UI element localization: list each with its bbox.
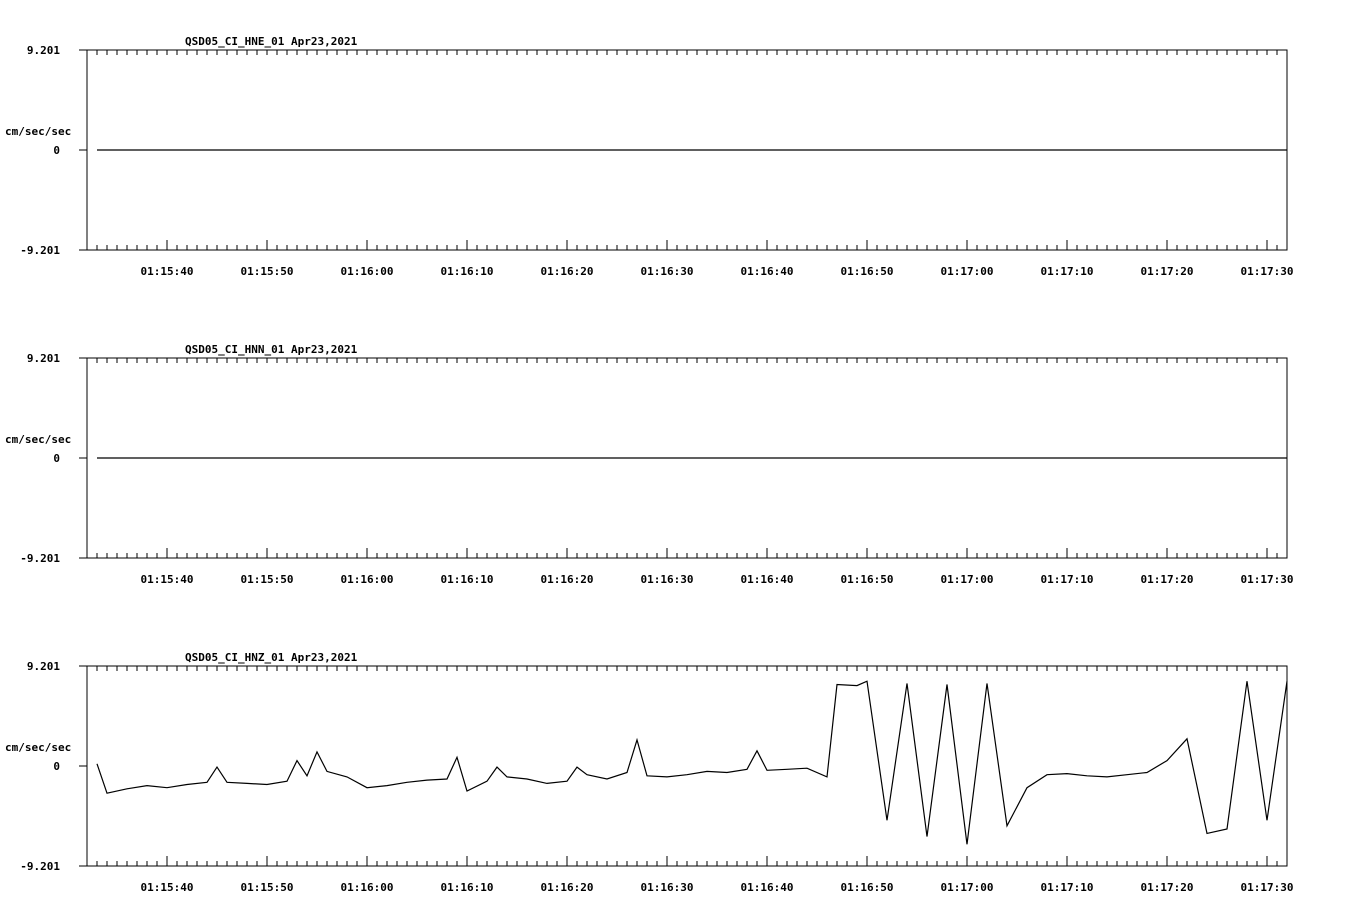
x-tick-label: 01:17:10 xyxy=(1040,573,1094,586)
x-tick-label: 01:16:20 xyxy=(540,573,594,586)
x-tick-label: 01:16:30 xyxy=(640,265,694,278)
x-tick-label: 01:16:10 xyxy=(440,265,494,278)
x-tick-label: 01:16:50 xyxy=(840,881,894,894)
plot-frame xyxy=(87,666,1287,866)
x-tick-label: 01:16:00 xyxy=(340,881,394,894)
x-tick-label: 01:16:10 xyxy=(440,573,494,586)
y-tick-label: 0 xyxy=(53,144,60,157)
y-tick-label: -9.201 xyxy=(20,860,60,873)
x-tick-label: 01:17:30 xyxy=(1240,265,1294,278)
panel-2 xyxy=(79,358,1287,558)
x-tick-label: 01:17:00 xyxy=(940,573,994,586)
x-tick-label: 01:15:50 xyxy=(240,573,294,586)
x-tick-label: 01:16:20 xyxy=(540,265,594,278)
x-tick-label: 01:15:50 xyxy=(240,881,294,894)
x-tick-label: 01:15:50 xyxy=(240,265,294,278)
x-tick-label: 01:17:20 xyxy=(1140,573,1194,586)
chart-title: QSD05_CI_HNZ_01 Apr23,2021 xyxy=(185,651,358,664)
y-axis-label: cm/sec/sec xyxy=(5,125,72,138)
x-tick-label: 01:16:40 xyxy=(740,265,794,278)
y-tick-label: 9.201 xyxy=(26,352,60,365)
x-tick-label: 01:16:50 xyxy=(840,265,894,278)
x-tick-label: 01:15:40 xyxy=(140,265,194,278)
y-tick-label: 0 xyxy=(53,452,60,465)
y-tick-label: 9.201 xyxy=(26,44,60,57)
x-tick-label: 01:16:00 xyxy=(340,573,394,586)
x-tick-label: 01:16:20 xyxy=(540,881,594,894)
y-axis-label: cm/sec/sec xyxy=(5,433,72,446)
x-tick-label: 01:16:50 xyxy=(840,573,894,586)
x-tick-label: 01:16:30 xyxy=(640,573,694,586)
panel-1 xyxy=(79,50,1287,250)
chart-title: QSD05_CI_HNE_01 Apr23,2021 xyxy=(185,35,358,48)
x-tick-label: 01:17:10 xyxy=(1040,881,1094,894)
panel-3 xyxy=(79,666,1287,866)
x-tick-label: 01:17:30 xyxy=(1240,881,1294,894)
y-tick-label: -9.201 xyxy=(20,244,60,257)
x-tick-label: 01:17:20 xyxy=(1140,881,1194,894)
series-line xyxy=(97,681,1287,844)
x-tick-label: 01:17:00 xyxy=(940,265,994,278)
chart-title: QSD05_CI_HNN_01 Apr23,2021 xyxy=(185,343,358,356)
x-tick-label: 01:16:30 xyxy=(640,881,694,894)
y-axis-label: cm/sec/sec xyxy=(5,741,72,754)
y-tick-label: 9.201 xyxy=(26,660,60,673)
x-tick-label: 01:17:20 xyxy=(1140,265,1194,278)
y-tick-label: -9.201 xyxy=(20,552,60,565)
x-tick-label: 01:15:40 xyxy=(140,881,194,894)
x-tick-label: 01:15:40 xyxy=(140,573,194,586)
x-tick-label: 01:17:10 xyxy=(1040,265,1094,278)
x-tick-label: 01:17:00 xyxy=(940,881,994,894)
y-tick-label: 0 xyxy=(53,760,60,773)
x-tick-label: 01:16:00 xyxy=(340,265,394,278)
x-tick-label: 01:17:30 xyxy=(1240,573,1294,586)
x-tick-label: 01:16:10 xyxy=(440,881,494,894)
x-tick-label: 01:16:40 xyxy=(740,881,794,894)
x-tick-label: 01:16:40 xyxy=(740,573,794,586)
